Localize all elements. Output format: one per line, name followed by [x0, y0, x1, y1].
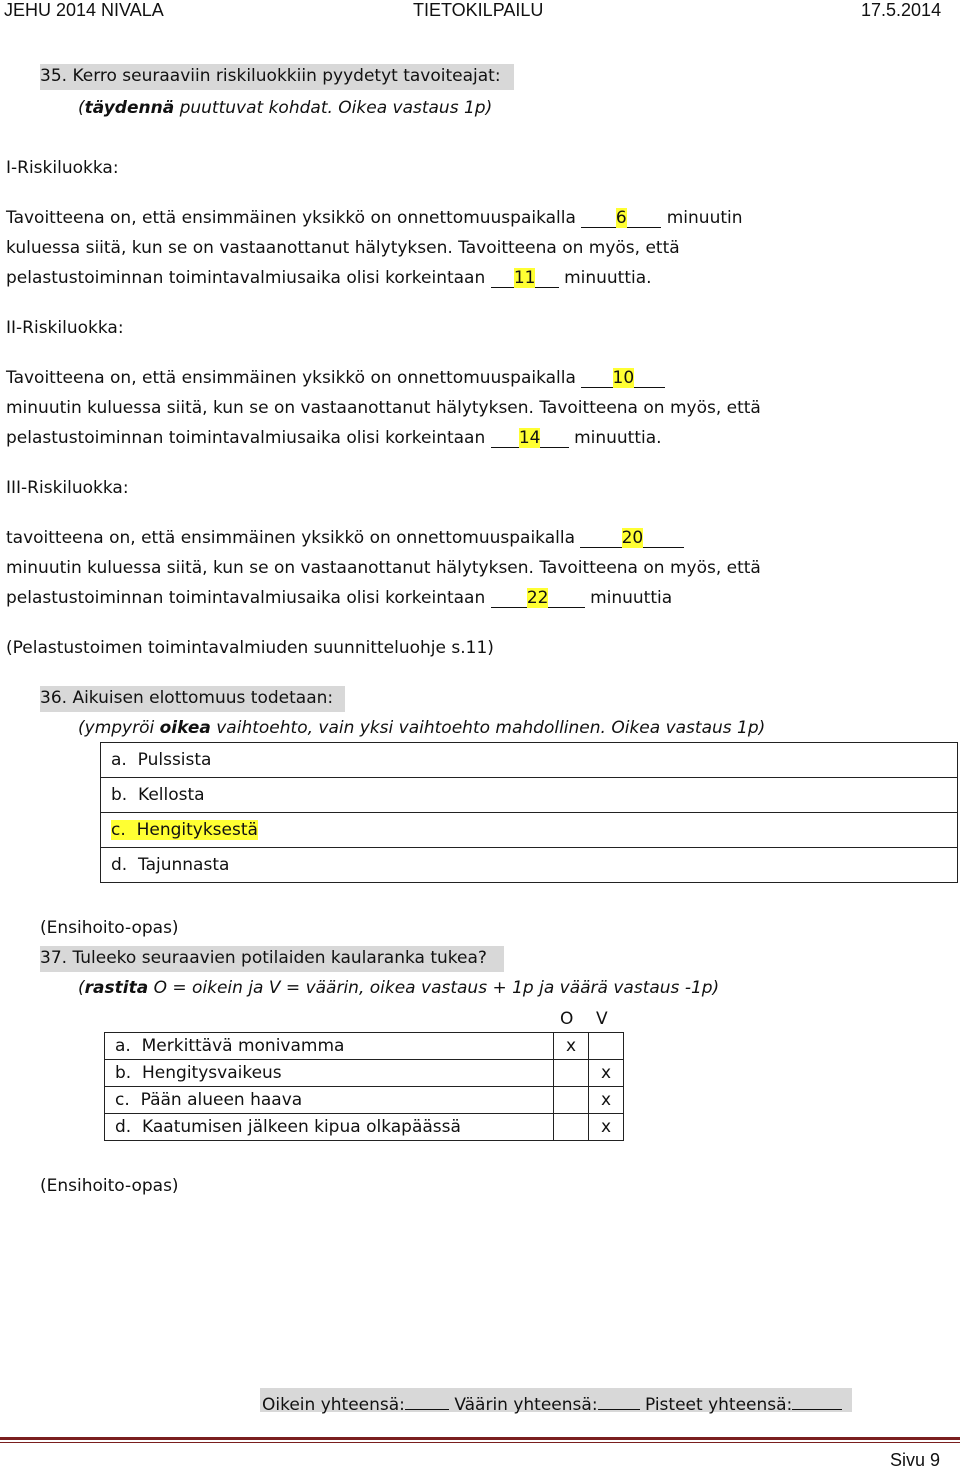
- cell-v[interactable]: [589, 1033, 624, 1060]
- footer-rule-thin: [0, 1442, 960, 1443]
- option-b[interactable]: b. Kellosta: [101, 778, 958, 813]
- q37-answer-table: [104, 1032, 624, 1141]
- row-label: c. Pään alueen haava: [105, 1087, 554, 1114]
- column-o-label: O: [560, 1009, 574, 1029]
- answer-value: 6: [615, 208, 627, 228]
- q35-title: 35. Kerro seuraaviin riskiluokkiin pyydetyt tavoiteajat:: [40, 66, 501, 86]
- riskiluokka-2-line3: pelastustoiminnan toimintavalmiusaika olisi korkeintaan 14 minuuttia.: [6, 428, 662, 448]
- cell-o[interactable]: [554, 1060, 589, 1087]
- header-right: 17.5.2014: [861, 0, 942, 20]
- cell-v[interactable]: x: [589, 1060, 624, 1087]
- option-a[interactable]: a. Pulssista: [101, 743, 958, 778]
- q35-instructions: (täydennä puuttuvat kohdat. Oikea vastaus 1p): [78, 98, 493, 118]
- riskiluokka-1-line3: pelastustoiminnan toimintavalmiusaika olisi korkeintaan 11 minuuttia.: [6, 268, 652, 288]
- correct-total-label: Oikein yhteensä:: [262, 1395, 405, 1415]
- riskiluokka-2-line1: Tavoitteena on, että ensimmäinen yksikkö on onnettomuuspaikalla 10: [6, 368, 665, 388]
- q37-title: 37. Tuleeko seuraavien potilaiden kaularanka tukea?: [40, 948, 487, 968]
- cell-v[interactable]: x: [589, 1087, 624, 1114]
- answer-value: 20: [621, 528, 644, 548]
- cell-o[interactable]: x: [554, 1033, 589, 1060]
- answer-value: 14: [518, 428, 541, 448]
- q36-instructions: (ympyröi oikea vaihtoehto, vain yksi vaihtoehto mahdollinen. Oikea vastaus 1p): [78, 718, 766, 738]
- answer-value: 10: [612, 368, 635, 388]
- table-row: [105, 1087, 624, 1114]
- cell-o[interactable]: [554, 1114, 589, 1141]
- option-d[interactable]: d. Tajunnasta: [101, 848, 958, 883]
- q36-options-table: [100, 742, 958, 883]
- q36-source: (Ensihoito-opas): [40, 918, 179, 938]
- riskiluokka-1-line2: kuluessa siitä, kun se on vastaanottanut hälytyksen. Tavoitteena on myös, että: [6, 238, 680, 258]
- riskiluokka-3-line2: minuutin kuluessa siitä, kun se on vastaanottanut hälytyksen. Tavoitteena on myös, että: [6, 558, 761, 578]
- score-summary: [262, 1391, 842, 1415]
- riskiluokka-1-heading: I-Riskiluokka:: [6, 158, 119, 178]
- page-number: Sivu 9: [890, 1450, 941, 1470]
- q37-instructions: (rastita O = oikein ja V = väärin, oikea vastaus + 1p ja väärä vastaus -1p): [78, 978, 720, 998]
- row-label: d. Kaatumisen jälkeen kipua olkapäässä: [105, 1114, 554, 1141]
- correct-total-field[interactable]: [405, 1391, 449, 1410]
- footer-rule: [0, 1437, 960, 1440]
- riskiluokka-2-heading: II-Riskiluokka:: [6, 318, 124, 338]
- row-label: b. Hengitysvaikeus: [105, 1060, 554, 1087]
- row-label: a. Merkittävä monivamma: [105, 1033, 554, 1060]
- riskiluokka-2-line2: minuutin kuluessa siitä, kun se on vastaanottanut hälytyksen. Tavoitteena on myös, että: [6, 398, 761, 418]
- answer-value: 11: [513, 268, 536, 288]
- answer-value: 22: [526, 588, 549, 608]
- header-left: JEHU 2014 NIVALA: [4, 0, 164, 20]
- option-c[interactable]: c. Hengityksestä: [101, 813, 958, 848]
- cell-v[interactable]: x: [589, 1114, 624, 1141]
- q35-source: (Pelastustoimen toimintavalmiuden suunnitteluohje s.11): [6, 638, 494, 658]
- riskiluokka-1-line1: Tavoitteena on, että ensimmäinen yksikkö on onnettomuuspaikalla 6 minuutin: [6, 208, 743, 228]
- riskiluokka-3-line3: pelastustoiminnan toimintavalmiusaika olisi korkeintaan 22 minuuttia: [6, 588, 673, 608]
- table-row: [105, 1033, 624, 1060]
- q36-title: 36. Aikuisen elottomuus todetaan:: [40, 688, 334, 708]
- riskiluokka-3-line1: tavoitteena on, että ensimmäinen yksikkö on onnettomuuspaikalla 20: [6, 528, 684, 548]
- riskiluokka-3-heading: III-Riskiluokka:: [6, 478, 129, 498]
- table-row: [105, 1114, 624, 1141]
- table-row: [105, 1060, 624, 1087]
- wrong-total-label: Väärin yhteensä:: [454, 1395, 598, 1415]
- points-total-field[interactable]: [792, 1391, 842, 1410]
- points-total-label: Pisteet yhteensä:: [644, 1395, 793, 1415]
- wrong-total-field[interactable]: [598, 1391, 640, 1410]
- cell-o[interactable]: [554, 1087, 589, 1114]
- header-center: TIETOKILPAILU: [413, 0, 544, 20]
- column-v-label: V: [596, 1009, 608, 1029]
- q37-source: (Ensihoito-opas): [40, 1176, 179, 1196]
